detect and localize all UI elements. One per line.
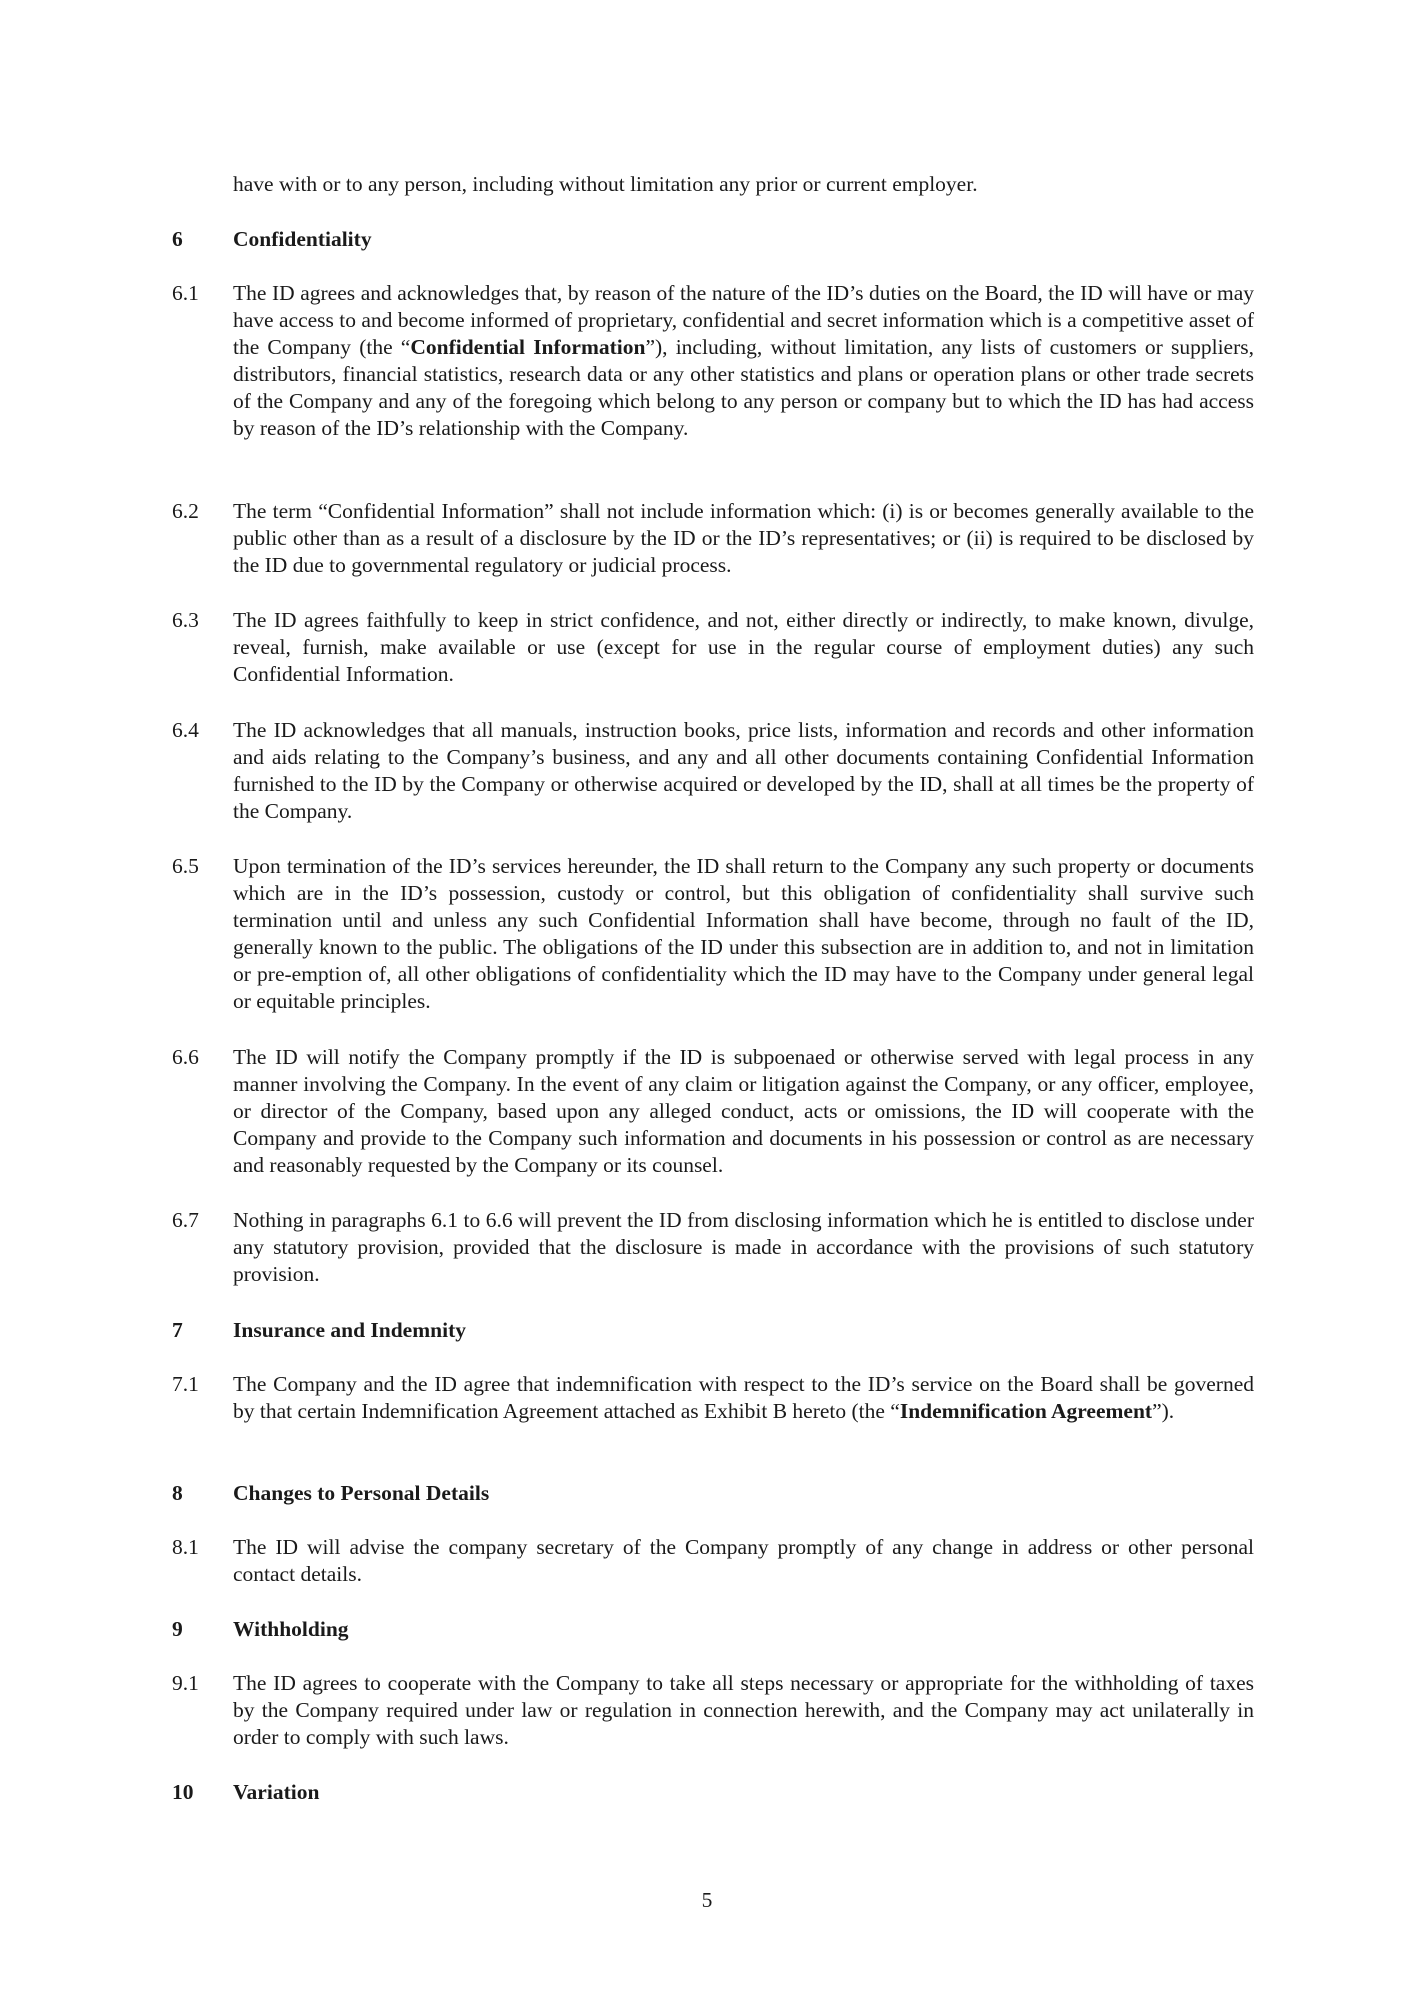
page-number: 5	[701, 1888, 713, 1912]
section-title: Withholding	[233, 1617, 349, 1641]
section-title: Insurance and Indemnity	[233, 1318, 466, 1342]
clause-number: 6.4	[172, 718, 199, 742]
section-title: Changes to Personal Details	[233, 1481, 490, 1505]
section-number: 9	[172, 1617, 183, 1641]
clause-number: 6.3	[172, 608, 199, 632]
clause-text: The term “Confidential Information” shall not include information which: (i) is or becomes generally available to the public other than as a result of a disclosure by the ID or the ID’s representatives; or (ii) is required to be disclosed by the ID due to governmental regulatory or judicial process.	[233, 499, 1254, 577]
clause-number: 6.7	[172, 1208, 199, 1232]
clause-number: 6.5	[172, 854, 199, 878]
defined-term: Indemnification Agreement	[899, 1399, 1153, 1423]
clause-text: Upon termination of the ID’s services hereunder, the ID shall return to the Company any such property or documents which are in the ID’s possession, custody or control, but this obligation of confidentiality shall survive such termination until and unless any such Confidential Information shall have become, through no fault of the ID, generally known to the public. The obligations of the ID under this subsection are in addition to, and not in limitation or pre-emption of, all other obligations of confidentiality which the ID may have to the Company under general legal or equitable principles.	[233, 854, 1254, 1013]
continuation-text: have with or to any person, including without limitation any prior or current employer.	[233, 172, 978, 196]
clause-number: 6.6	[172, 1045, 199, 1069]
section-title: Confidentiality	[233, 227, 372, 251]
clause-text: The ID acknowledges that all manuals, instruction books, price lists, information and records and other information and aids relating to the Company’s business, and any and all other documents containing Confidential Information furnished to the ID by the Company or otherwise acquired or developed by the ID, shall at all times be the property of the Company.	[233, 718, 1254, 823]
clause-text: The ID agrees faithfully to keep in strict confidence, and not, either directly or indirectly, to make known, divulge, reveal, furnish, make available or use (except for use in the regular course of employment duties) any such Confidential Information.	[233, 608, 1254, 686]
clause-text: The Company and the ID agree that indemnification with respect to the ID’s service on the Board shall be governed by that certain Indemnification Agreement attached as Exhibit B hereto (the “Indemnification Agreement”).	[233, 1372, 1254, 1423]
clause-text: Nothing in paragraphs 6.1 to 6.6 will prevent the ID from disclosing information which he is entitled to disclose under any statutory provision, provided that the disclosure is made in accordance with the provisions of such statutory provision.	[233, 1208, 1254, 1286]
clause-number: 8.1	[172, 1535, 199, 1559]
section-number: 8	[172, 1481, 183, 1505]
defined-term: Confidential Information	[410, 335, 646, 359]
section-title: Variation	[233, 1780, 320, 1804]
clause-text: The ID will advise the company secretary of the Company promptly of any change in address or other personal contact details.	[233, 1535, 1254, 1586]
clause-text: The ID agrees and acknowledges that, by reason of the nature of the ID’s duties on the Board, the ID will have or may have access to and become informed of proprietary, confidential and secret information which is a competitive asset of the Company (the “Confidential Information”), including, without limitation, any lists of customers or suppliers, distributors, financial statistics, research data or any other statistics and plans or operation plans or other trade secrets of the Company and any of the foregoing which belong to any person or company but to which the ID has had access by reason of the ID’s relationship with the Company.	[233, 281, 1254, 440]
section-number: 7	[172, 1318, 183, 1342]
clause-number: 6.1	[172, 281, 199, 305]
clause-number: 6.2	[172, 499, 199, 523]
section-number: 6	[172, 227, 183, 251]
clause-number: 7.1	[172, 1372, 199, 1396]
section-number: 10	[172, 1780, 194, 1804]
clause-text: The ID agrees to cooperate with the Company to take all steps necessary or appropriate for the withholding of taxes by the Company required under law or regulation in connection herewith, and the Company may act unilaterally in order to comply with such laws.	[233, 1671, 1254, 1749]
clause-number: 9.1	[172, 1671, 199, 1695]
clause-text: The ID will notify the Company promptly if the ID is subpoenaed or otherwise served with legal process in any manner involving the Company. In the event of any claim or litigation against the Company, or any officer, employee, or director of the Company, based upon any alleged conduct, acts or omissions, the ID will cooperate with the Company and provide to the Company such information and documents in his possession or control as are necessary and reasonably requested by the Company or its counsel.	[233, 1045, 1254, 1177]
